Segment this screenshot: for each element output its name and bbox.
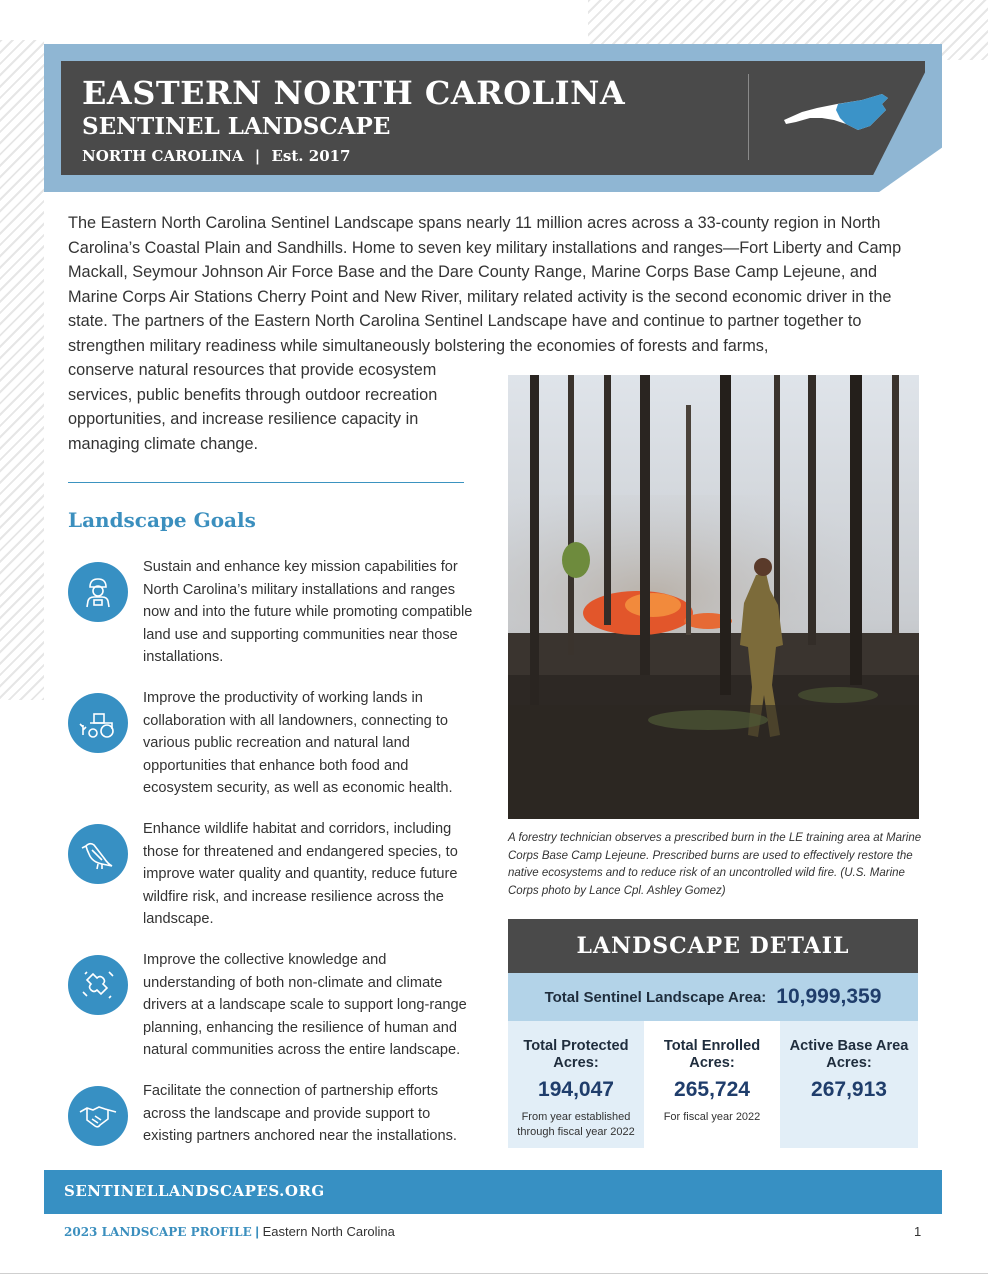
tractor-icon: [68, 693, 128, 753]
detail-column-enrolled: [644, 1021, 780, 1148]
page-subtitle: SENTINEL LANDSCAPE: [82, 113, 391, 140]
north-carolina-map-icon: [782, 88, 892, 132]
goal-text: Improve the collective knowledge and understanding of both non-climate and climate drivers at a landscape scale to support long-range planning, enhancing the resilience of human and natural communities across the entire landscape.: [143, 952, 467, 1058]
page-title: EASTERN NORTH CAROLINA: [82, 74, 626, 112]
enrolled-label: Total Enrolled Acres:: [663, 1038, 761, 1071]
bird-icon: [68, 824, 128, 884]
detail-header: [508, 919, 918, 973]
protected-label: Total Protected Acres:: [523, 1038, 629, 1071]
total-area-value: 10,999,359: [776, 985, 882, 1008]
enrolled-value: 265,724: [674, 1078, 750, 1101]
detail-column-protected: [508, 1021, 644, 1148]
state-name: NORTH CAROLINA: [82, 147, 244, 165]
goal-item: [68, 949, 488, 1059]
total-area-row: [508, 973, 918, 1021]
goals-heading: Landscape Goals: [68, 508, 256, 532]
total-area-label: Total Sentinel Landscape Area:: [544, 988, 767, 1006]
base-area-label: Active Base Area Acres:: [789, 1038, 909, 1071]
base-area-value: 267,913: [811, 1078, 887, 1101]
goal-text: Improve the productivity of working lands in collaboration with all landowners, connecting to various public recreation and natural land opportunities that enhance both food and ecosystem security, as well as economic health.: [143, 690, 453, 796]
bottom-rule: [0, 1273, 988, 1274]
intro-paragraph-continued: conserve natural resources that provide ecosystem services, public benefits through outdoor recreation opportunities, and increase resilience capacity in managing climate change.: [68, 361, 438, 453]
goal-item: [68, 818, 488, 928]
profile-label: 2023 LANDSCAPE PROFILE: [64, 1225, 252, 1239]
footer-separator: |: [255, 1224, 260, 1239]
website-link[interactable]: SENTINELLANDSCAPES.ORG: [64, 1182, 325, 1200]
detail-heading: LANDSCAPE DETAIL: [576, 933, 850, 959]
footer-meta: [64, 1224, 395, 1239]
photo-caption: A forestry technician observes a prescribed burn in the LE training area at Marine Corps Base Camp Lejeune. Prescribed burns are used to effectively restore the native ecosystems and to reduce risk of an uncontrolled wild fire. (U.S. Marine Corps photo by Lance Cpl. Ashley Gomez): [508, 832, 922, 897]
meta-separator: |: [254, 147, 261, 165]
protected-note: From year established through fiscal year 2022: [517, 1111, 635, 1138]
page-number: 1: [914, 1224, 922, 1239]
protected-value: 194,047: [538, 1078, 614, 1101]
established-year: Est. 2017: [271, 147, 351, 165]
section-divider: [68, 482, 464, 483]
goal-text: Sustain and enhance key mission capabilities for North Carolina’s military installations and ranges now and into the future while promoting compatible land use and supporting communities near those installations.: [143, 559, 473, 665]
banner-divider: [748, 74, 749, 160]
banner-meta: [82, 147, 351, 165]
puzzle-icon: [68, 955, 128, 1015]
enrolled-note: For fiscal year 2022: [663, 1111, 761, 1123]
soldier-icon: [68, 562, 128, 622]
detail-column-base-area: [780, 1021, 918, 1148]
region-name: Eastern North Carolina: [262, 1224, 395, 1239]
goal-text: Enhance wildlife habitat and corridors, including those for threatened and endangered species, to improve water quality and quantity, reduce future wildfire risk, and increase resilience across the landscape.: [143, 821, 458, 927]
goal-item: [68, 687, 488, 797]
goal-text: Facilitate the connection of partnership efforts across the landscape and provide support to existing partners anchored near the installations.: [143, 1083, 457, 1144]
goal-item: [68, 556, 488, 666]
decorative-stripes-left: [0, 40, 44, 700]
handshake-icon: [68, 1086, 128, 1146]
prescribed-burn-photo: [508, 375, 919, 819]
intro-paragraph: The Eastern North Carolina Sentinel Landscape spans nearly 11 million acres across a 33-county region in North Carolina’s Coastal Plain and Sandhills. Home to seven key military installations and ranges—Fort Liberty and Camp Mackall, Seymour Johnson Air Force Base and the Dare County Range, Marine Corps Base Camp Lejeune, and Marine Corps Air Stations Cherry Point and New River, military related activity is the second economic driver in the state. The partners of the Eastern North Carolina Sentinel Landscape have and continue to partner together to strengthen military readiness while simultaneously bolstering the economies of forests and farms,: [68, 214, 902, 355]
